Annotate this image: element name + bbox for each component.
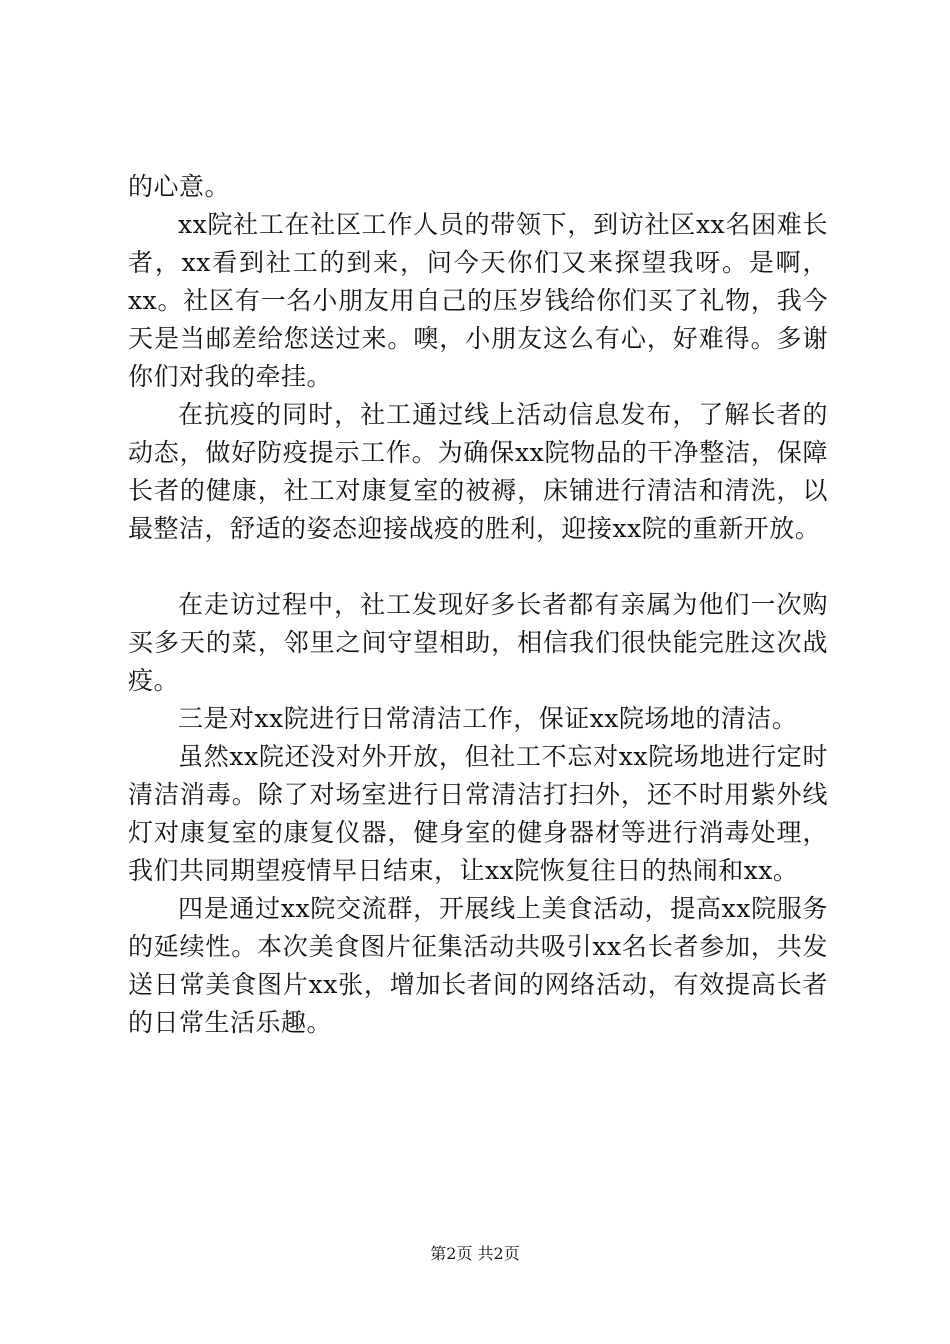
paragraph-neighbors: 在走访过程中，社工发现好多长者都有亲属为他们一次购买多天的菜，邻里之间守望相助，相信我们很快能完胜这次战疫。 xyxy=(128,590,828,695)
paragraph-continuation: 的心意。 xyxy=(128,172,231,201)
document-body xyxy=(128,168,828,1042)
page-footer: 第2页 共2页 xyxy=(430,1244,520,1263)
paragraph-point-four: 四是通过xx院交流群，开展线上美食活动，提高xx院服务的延续性。本次美食图片征集活动共吸引xx名长者参加，共发送日常美食图片xx张，增加长者间的网络活动，有效提高长者的日常生活乐趣。 xyxy=(128,894,828,1037)
paragraph-visit: xx院社工在社区工作人员的带领下，到访社区xx名困难长者，xx看到社工的到来，问今天你们又来探望我呀。是啊，xx。社区有一名小朋友用自己的压岁钱给你们买了礼物，我今天是当邮差给您送过来。噢，小朋友这么有心，好难得。多谢你们对我的牵挂。 xyxy=(128,210,828,391)
paragraph-epidemic-prevention: 在抗疫的同时，社工通过线上活动信息发布，了解长者的动态，做好防疫提示工作。为确保xx院物品的干净整洁，保障长者的健康，社工对康复室的被褥，床铺进行清洁和清洗，以最整洁，舒适的姿态迎接战疫的胜利，迎接xx院的重新开放。 xyxy=(128,400,828,543)
paragraph-point-three: 三是对xx院进行日常清洁工作，保证xx院场地的清洁。 xyxy=(178,704,798,733)
paragraph-disinfection: 虽然xx院还没对外开放，但社工不忘对xx院场地进行定时清洁消毒。除了对场室进行日常清洁打扫外，还不时用紫外线灯对康复室的康复仪器，健身室的健身器材等进行消毒处理，我们共同期望疫情早日结束，让xx院恢复往日的热闹和xx。 xyxy=(128,742,828,885)
